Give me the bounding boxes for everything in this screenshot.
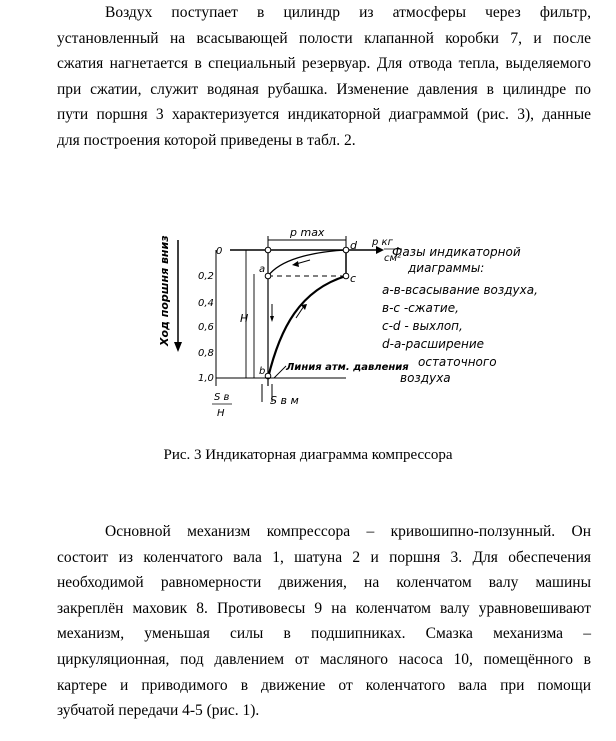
indicator-diagram [150, 218, 540, 418]
point-label-a: a [259, 264, 266, 275]
point-marker [343, 273, 349, 279]
legend-line: Фазы индикаторной [392, 245, 521, 259]
text-line: необходимой равномерности движения, на коленчатом валу машины [57, 574, 591, 592]
pressure-unit: p кг [372, 237, 393, 248]
text-line: картере и приводимого в движение от коленчатого вала при помощи [57, 676, 591, 694]
point-label-b: b [259, 366, 266, 377]
y-axis-arrowhead [174, 342, 182, 352]
tick-label: 1,0 [198, 373, 214, 384]
text-line: для построения которой приведены в табл. 2. [57, 131, 356, 149]
tick-label: 0,4 [198, 298, 214, 309]
sb-over-h-den: H [217, 408, 225, 418]
text-line: циркуляционная, под давлением от масляного насоса 10, помещённого в [57, 650, 591, 668]
tick-label: 0,8 [198, 348, 214, 359]
text-line: закреплён маховик 8. Противовесы 9 на коленчатом валу уравновешивают [57, 599, 591, 617]
legend-line: остаточного [418, 355, 497, 369]
legend-line: диаграммы: [408, 261, 485, 275]
pmax-label: p max [290, 226, 325, 239]
point-label-d: d [350, 239, 357, 252]
atm-line-label: Линия атм. давления [286, 362, 409, 373]
text-line: Основной механизм компрессора – кривошипно-ползунный. Он [105, 523, 591, 540]
direction-arrow [292, 261, 299, 267]
tick-label: 0 [216, 246, 223, 257]
figure-caption: Рис. 3 Индикаторная диаграмма компрессора [163, 447, 453, 463]
text-line: установленный на всасывающей полости клапанной коробки 7, и после [57, 29, 591, 47]
text-line: состоит из коленчатого вала 1, шатуна 2 и поршня 3. Для обеспечения [57, 548, 591, 566]
tick-label: 0,2 [198, 271, 214, 282]
legend-line: в-с -сжатие, [382, 301, 459, 315]
legend-line: d-a-расширение [382, 337, 485, 351]
y-axis-label: Ход поршня вниз [158, 235, 171, 346]
legend-line: a-в-всасывание воздуха, [382, 283, 538, 297]
sb-over-h-num: S в [214, 392, 230, 403]
legend-line: с-d - выхлоп, [382, 319, 463, 333]
sb-m-label: S в м [270, 394, 299, 407]
H-label: H [240, 312, 249, 325]
paragraph-mechanism [57, 519, 591, 724]
legend-line: воздуха [400, 371, 451, 385]
text-line: зубчатой передачи 4-5 (рис. 1). [57, 702, 260, 720]
text-line: пути поршня 3 характеризуется индикаторной диаграммой (рис. 3), данные [57, 106, 591, 124]
atm-leader [274, 366, 286, 378]
tick-label: 0,6 [198, 322, 214, 333]
text-line: при сжатии, служит водяная рубашка. Изменение давления в цилиндре по [57, 80, 591, 98]
point-marker [265, 247, 271, 253]
point-marker [265, 273, 271, 279]
point-label-c: c [350, 272, 357, 285]
text-line: Воздух поступает в цилиндр из атмосферы через фильтр, [105, 4, 591, 21]
direction-arrow [270, 316, 274, 322]
paragraph-intro [57, 0, 591, 154]
point-marker [343, 247, 349, 253]
text-line: механизм, уменьшая силы в подшипниках. Смазка механизма – [57, 625, 591, 643]
phase-d-a [268, 250, 346, 276]
pressure-unit-den: см² [384, 253, 402, 264]
text-line: сжатия нагнетается в специальный резервуар. Для отвода тепла, выделяемого [57, 55, 591, 73]
